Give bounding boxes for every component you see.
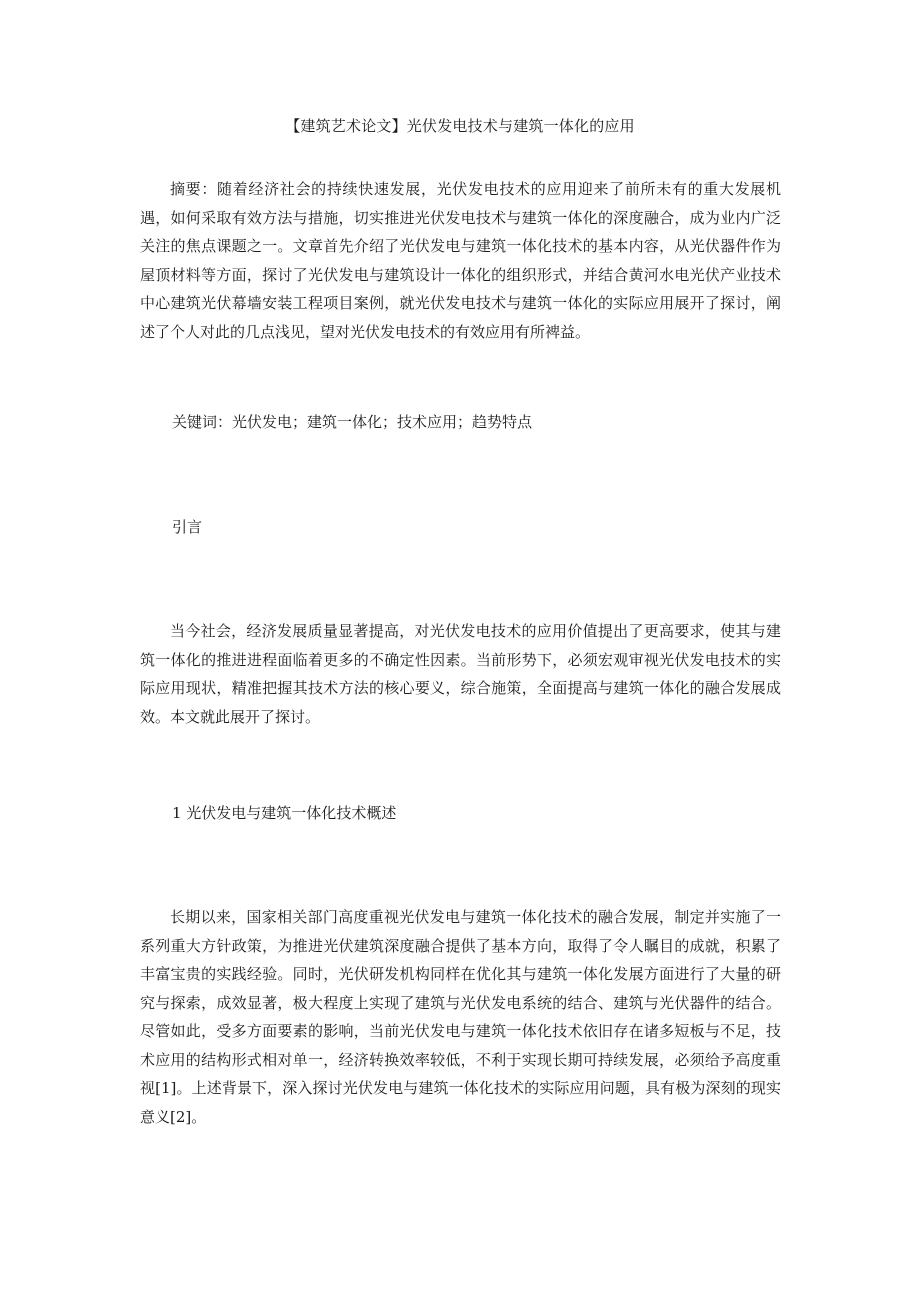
abstract-paragraph: 摘要：随着经济社会的持续快速发展，光伏发电技术的应用迎来了前所未有的重大发展机遇，如何采取有效方法与措施，切实推进光伏发电技术与建筑一体化的深度融合，成为业内广泛关注的焦点课题之一。文章首先介绍了光伏发电与建筑一体化技术的基本内容，从光伏器件作为屋顶材料等方面，探讨了光伏发电与建筑设计一体化的组织形式，并结合黄河水电光伏产业技术中心建筑光伏幕墙安装工程项目案例，就光伏发电技术与建筑一体化的实际应用展开了探讨，阐述了个人对此的几点浅见，望对光伏发电技术的有效应用有所裨益。 (140, 180, 781, 341)
document-title: 【建筑艺术论文】光伏发电技术与建筑一体化的应用 (285, 117, 635, 135)
section-1-paragraph: 长期以来，国家相关部门高度重视光伏发电与建筑一体化技术的融合发展，制定并实施了一系列重大方针政策，为推进光伏建筑深度融合提供了基本方向，取得了令人瞩目的成就，积累了丰富宝贵的实践经验。同时，光伏研发机构同样在优化其与建筑一体化发展方面进行了大量的研究与探索，成效显著，极大程度上实现了建筑与光伏发电系统的结合、建筑与光伏器件的结合。尽管如此，受多方面要素的影响，当前光伏发电与建筑一体化技术依旧存在诸多短板与不足，技术应用的结构形式相对单一，经济转换效率较低，不利于实现长期可持续发展，必须给予高度重视[1]。上述背景下，深入探讨光伏发电与建筑一体化技术的实际应用问题，具有极为深刻的现实意义[2]。 (140, 908, 781, 1126)
keywords-line: 关键词：光伏发电；建筑一体化；技术应用；趋势特点 (172, 413, 533, 431)
section-1-heading: 1 光伏发电与建筑一体化技术概述 (172, 804, 397, 822)
intro-paragraph: 当今社会，经济发展质量显著提高，对光伏发电技术的应用价值提出了更高要求，使其与建筑一体化的推进进程面临着更多的不确定性因素。当前形势下，必须宏观审视光伏发电技术的实际应用现状，精准把握其技术方法的核心要义，综合施策，全面提高与建筑一体化的融合发展成效。本文就此展开了探讨。 (140, 622, 781, 726)
intro-heading: 引言 (172, 518, 203, 536)
